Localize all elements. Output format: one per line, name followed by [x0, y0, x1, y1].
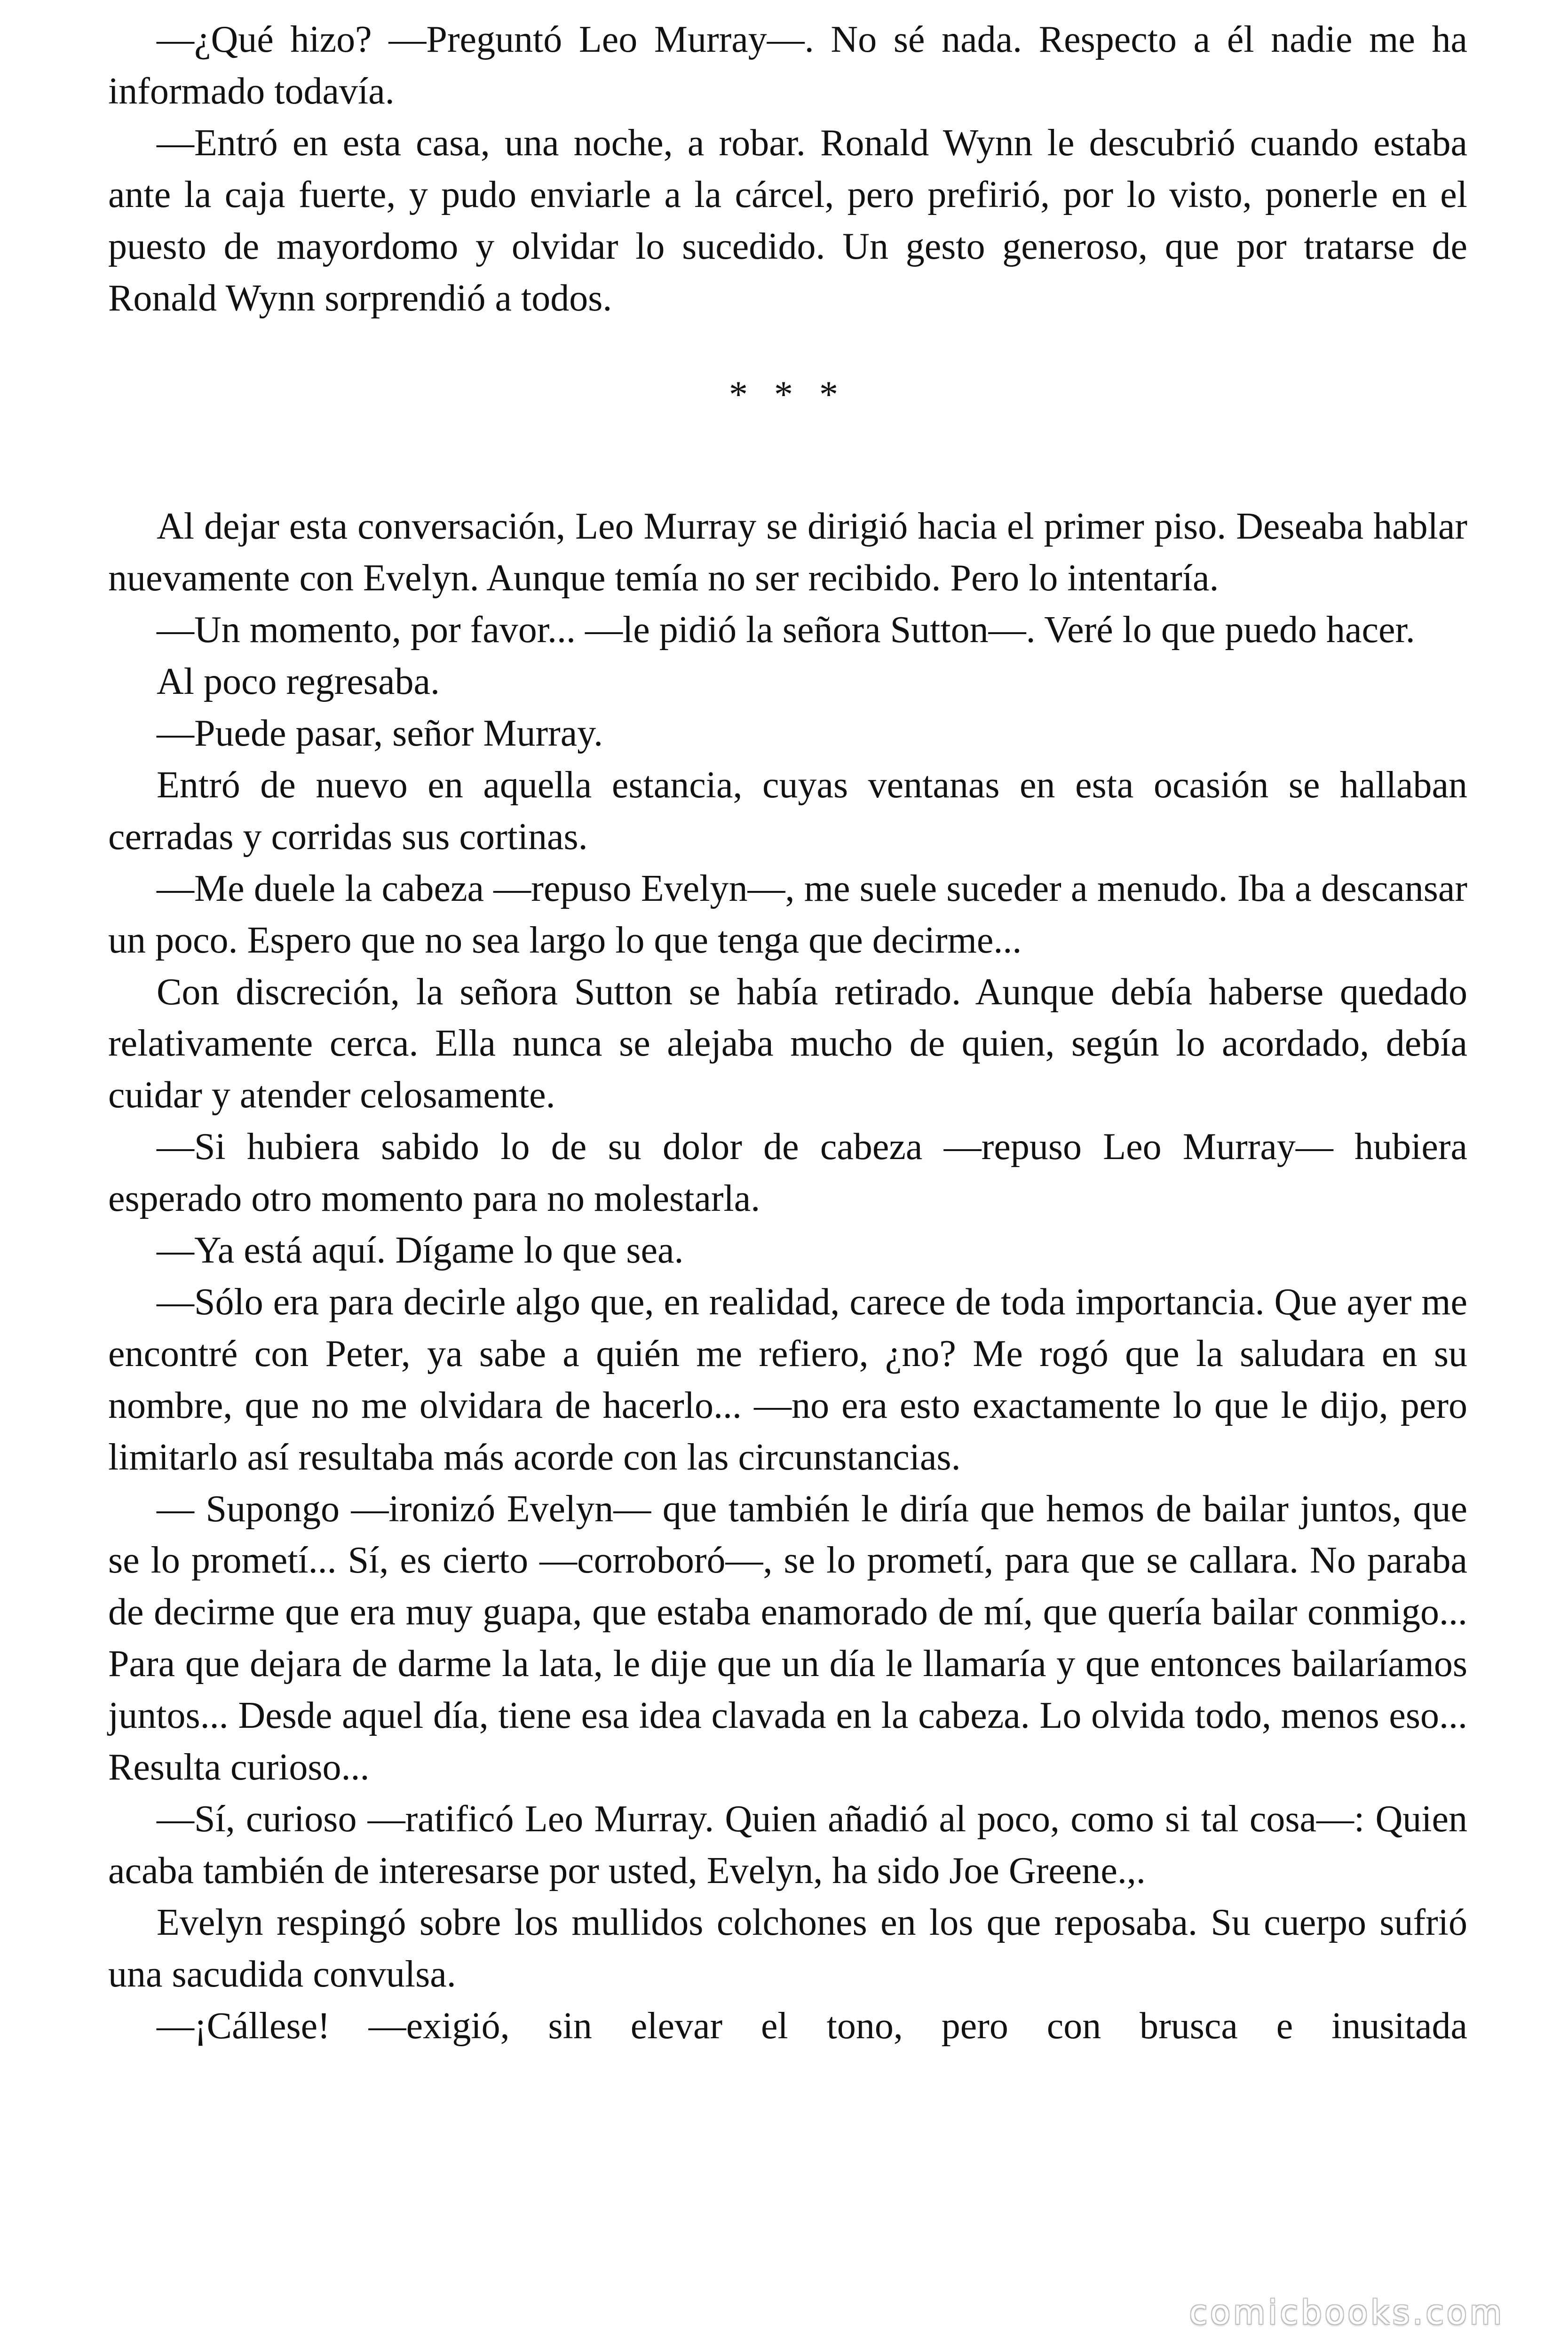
paragraph: —Puede pasar, señor Murray.	[157, 712, 603, 754]
paragraph: Al poco regresaba.	[157, 661, 440, 703]
watermark: comicbooks.com	[1189, 2293, 1505, 2332]
paragraph: Con discreción, la señora Sutton se había retirado. Aunque debía haberse quedado relativamente cerca. Ella nunca se alejaba mucho de quien, según lo acordado, debía cuidar y atender celosamente.	[108, 971, 1467, 1116]
paragraph: —¿Qué hizo? —Preguntó Leo Murray—. No sé nada. Respecto a él nadie me ha informado todavía.	[108, 19, 1467, 112]
paragraph: —Si hubiera sabido lo de su dolor de cabeza —repuso Leo Murray— hubiera esperado otro momento para no molestarla.	[108, 1126, 1467, 1220]
paragraph: Evelyn respingó sobre los mullidos colchones en los que reposaba. Su cuerpo sufrió una sacudida convulsa.	[108, 1901, 1467, 1995]
paragraph: —Entró en esta casa, una noche, a robar. Ronald Wynn le descubrió cuando estaba ante la caja fuerte, y pudo enviarle a la cárcel, pero prefirió, por lo visto, ponerle en el puesto de mayordomo y olvidar lo sucedido. Un gesto generoso, que por tratarse de Ronald Wynn sorprendió a todos.	[108, 122, 1467, 319]
paragraph: —¡Cállese! —exigió, sin elevar el tono, pero con brusca e inusitada	[157, 2005, 1467, 2047]
paragraph: — Supongo —ironizó Evelyn— que también le diría que hemos de bailar juntos, que se lo prometí... Sí, es cierto —corroboró—, se lo prometí, para que se callara. No paraba de decirme que era muy guapa, que estaba enamorado de mí, que quería bailar conmigo... Para que dejara de darme la lata, le dije que un día le llamaría y que entonces bailaríamos juntos... Desde aquel día, tiene esa idea clavada en la cabeza. Lo olvida todo, menos eso... Resulta curioso...	[108, 1488, 1467, 1788]
paragraph: —Un momento, por favor... —le pidió la señora Sutton—. Veré lo que puedo hacer.	[157, 609, 1415, 651]
paragraph: —Sí, curioso —ratificó Leo Murray. Quien añadió al poco, como si tal cosa—: Quien acaba también de interesarse por usted, Evelyn, ha sido Joe Greene.,.	[108, 1798, 1467, 1891]
paragraph: —Sólo era para decirle algo que, en realidad, carece de toda importancia. Que ayer me encontré con Peter, ya sabe a quién me refiero, ¿no? Me rogó que la saludara en su nombre, que no me olvidara de hacerlo... —no era esto exactamente lo que le dijo, pero limitarlo así resultaba más acorde con las circunstancias.	[108, 1281, 1467, 1478]
section-separator: * * *	[729, 374, 847, 416]
paragraph: —Me duele la cabeza —repuso Evelyn—, me suele suceder a menudo. Iba a descansar un poco. Espero que no sea largo lo que tenga que decirme...	[108, 867, 1467, 961]
paragraph: —Ya está aquí. Dígame lo que sea.	[157, 1230, 684, 1271]
page-text	[108, 14, 1467, 2052]
paragraph: Entró de nuevo en aquella estancia, cuyas ventanas en esta ocasión se hallaban cerradas y corridas sus cortinas.	[108, 764, 1467, 858]
paragraph: Al dejar esta conversación, Leo Murray se dirigió hacia el primer piso. Deseaba hablar nuevamente con Evelyn. Aunque temía no ser recibido. Pero lo intentaría.	[108, 506, 1467, 599]
